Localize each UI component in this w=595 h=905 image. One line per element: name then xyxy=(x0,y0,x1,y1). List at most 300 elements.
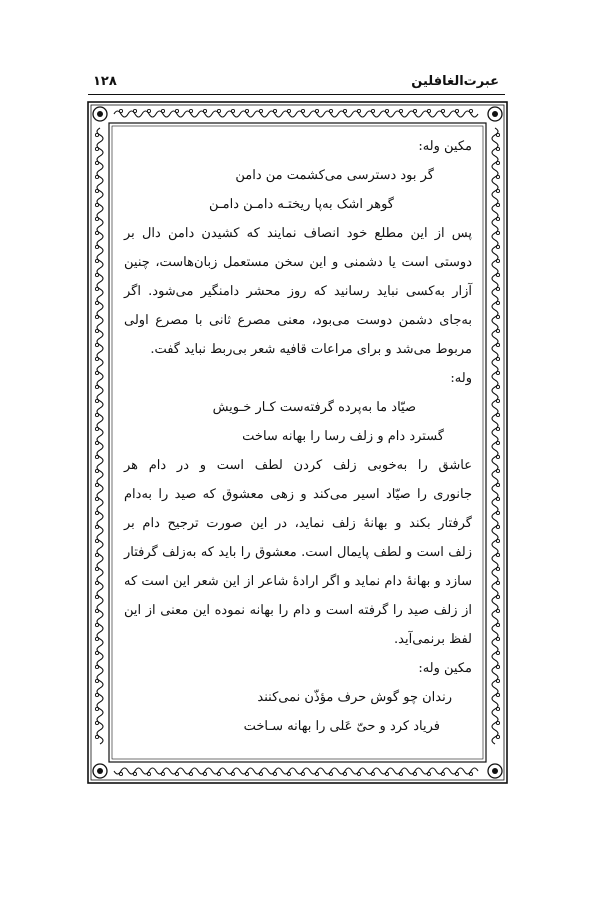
border-knot xyxy=(240,111,254,117)
border-knot xyxy=(492,730,498,744)
border-dot xyxy=(496,651,499,654)
border-dot xyxy=(496,147,499,150)
border-knot xyxy=(310,111,324,117)
border-knot xyxy=(97,198,103,212)
border-dot xyxy=(95,231,98,234)
border-dot xyxy=(273,772,276,775)
border-knot xyxy=(492,632,498,646)
border-knot xyxy=(366,768,380,774)
border-knot xyxy=(97,478,103,492)
border-dot xyxy=(245,772,248,775)
verse-line: فریاد کرد و حیّ عَلی را بهانه سـاخت xyxy=(243,719,440,734)
border-dot xyxy=(385,109,388,112)
border-knot xyxy=(492,170,498,184)
prose-line: لفظ برنمی‌آید. xyxy=(394,632,472,647)
border-knot xyxy=(212,768,226,774)
border-knot xyxy=(142,768,156,774)
border-dot xyxy=(496,497,499,500)
border-knot xyxy=(492,520,498,534)
border-knot xyxy=(97,240,103,254)
border-knot xyxy=(492,254,498,268)
border-knot xyxy=(268,768,282,774)
border-dot xyxy=(95,245,98,248)
border-dot xyxy=(371,772,374,775)
border-dot xyxy=(95,385,98,388)
border-dot xyxy=(496,707,499,710)
border-dot xyxy=(95,399,98,402)
border-knot xyxy=(212,111,226,117)
border-knot xyxy=(97,534,103,548)
corner-rosette-center xyxy=(97,768,103,774)
border-dot xyxy=(119,109,122,112)
border-dot xyxy=(469,109,472,112)
border-dot xyxy=(496,273,499,276)
border-dot xyxy=(273,109,276,112)
border-knot xyxy=(282,111,296,117)
border-knot xyxy=(492,352,498,366)
border-dot xyxy=(95,287,98,290)
border-dot xyxy=(496,203,499,206)
border-knot xyxy=(142,111,156,117)
border-knot xyxy=(436,111,450,117)
border-dot xyxy=(496,581,499,584)
border-knot xyxy=(97,688,103,702)
border-dot xyxy=(496,287,499,290)
border-dot xyxy=(95,189,98,192)
border-dot xyxy=(496,217,499,220)
border-knot xyxy=(97,548,103,562)
border-knot xyxy=(184,768,198,774)
border-dot xyxy=(496,301,499,304)
border-dot xyxy=(315,109,318,112)
border-knot xyxy=(296,111,310,117)
border-dot xyxy=(496,371,499,374)
border-knot xyxy=(492,562,498,576)
border-knot xyxy=(492,142,498,156)
border-knot xyxy=(198,768,212,774)
border-dot xyxy=(147,109,150,112)
border-knot xyxy=(97,604,103,618)
border-dot xyxy=(343,109,346,112)
border-dot xyxy=(161,772,164,775)
border-dot xyxy=(496,413,499,416)
border-knot xyxy=(492,436,498,450)
border-dot xyxy=(147,772,150,775)
border-dot xyxy=(95,497,98,500)
border-dot xyxy=(95,217,98,220)
border-dot xyxy=(357,772,360,775)
border-dot xyxy=(496,623,499,626)
border-dot xyxy=(245,109,248,112)
border-dot xyxy=(413,772,416,775)
border-knot xyxy=(450,768,464,774)
border-dot xyxy=(496,539,499,542)
border-dot xyxy=(95,357,98,360)
border-dot xyxy=(399,772,402,775)
border-knot xyxy=(97,520,103,534)
border-dot xyxy=(496,315,499,318)
border-dot xyxy=(189,772,192,775)
border-dot xyxy=(95,413,98,416)
border-knot xyxy=(408,111,422,117)
border-knot xyxy=(97,170,103,184)
border-dot xyxy=(95,133,98,136)
border-dot xyxy=(95,567,98,570)
border-dot xyxy=(95,343,98,346)
border-dot xyxy=(496,399,499,402)
border-dot xyxy=(95,147,98,150)
border-knot xyxy=(254,768,268,774)
border-dot xyxy=(95,721,98,724)
border-knot xyxy=(408,768,422,774)
header-rule xyxy=(88,94,505,95)
border-knot xyxy=(492,660,498,674)
border-dot xyxy=(441,772,444,775)
border-knot xyxy=(97,464,103,478)
border-dot xyxy=(95,441,98,444)
border-knot xyxy=(492,548,498,562)
border-dot xyxy=(496,343,499,346)
border-knot xyxy=(492,576,498,590)
poem-heading-1: مکین وله: xyxy=(418,139,472,154)
verse-line: گسترد دام و زلف رسا را بهانه ساخت xyxy=(242,429,444,444)
border-knot xyxy=(97,632,103,646)
border-knot xyxy=(436,768,450,774)
border-knot xyxy=(366,111,380,117)
prose-line: آزار به‌کسی نباید رسانید که روز محشر دامنگیر می‌شود. اگر xyxy=(124,284,472,299)
border-dot xyxy=(95,525,98,528)
border-knot xyxy=(97,674,103,688)
border-dot xyxy=(133,772,136,775)
border-knot xyxy=(492,450,498,464)
border-knot xyxy=(128,768,142,774)
border-knot xyxy=(394,768,408,774)
prose-line: پس از این مطلع خود انصاف نمایند که کشیدن دامن دال بر xyxy=(124,226,472,241)
border-dot xyxy=(315,772,318,775)
border-knot xyxy=(492,618,498,632)
border-dot xyxy=(95,651,98,654)
border-dot xyxy=(496,385,499,388)
border-knot xyxy=(97,156,103,170)
border-knot xyxy=(492,226,498,240)
border-dot xyxy=(496,357,499,360)
border-knot xyxy=(492,464,498,478)
border-knot xyxy=(97,562,103,576)
verse-line: رندان چو گوش حرف مؤذّن نمی‌کنند xyxy=(257,690,452,705)
border-knot xyxy=(156,768,170,774)
border-dot xyxy=(496,637,499,640)
border-dot xyxy=(259,109,262,112)
border-dot xyxy=(496,189,499,192)
border-dot xyxy=(496,567,499,570)
border-knot xyxy=(422,111,436,117)
border-knot xyxy=(464,768,478,774)
border-dot xyxy=(496,441,499,444)
border-knot xyxy=(97,352,103,366)
prose-line: سازد و بهانهٔ دام نماید و اگر ارادهٔ شاعر از این شعر این است که xyxy=(124,574,472,589)
border-knot xyxy=(97,576,103,590)
border-dot xyxy=(496,483,499,486)
border-dot xyxy=(95,609,98,612)
border-dot xyxy=(95,455,98,458)
border-knot xyxy=(97,660,103,674)
border-knot xyxy=(97,730,103,744)
border-knot xyxy=(97,184,103,198)
border-dot xyxy=(357,109,360,112)
border-dot xyxy=(161,109,164,112)
border-knot xyxy=(97,380,103,394)
border-dot xyxy=(455,772,458,775)
border-dot xyxy=(217,109,220,112)
border-dot xyxy=(496,525,499,528)
border-knot xyxy=(97,268,103,282)
border-knot xyxy=(450,111,464,117)
border-dot xyxy=(95,735,98,738)
border-knot xyxy=(422,768,436,774)
border-knot xyxy=(97,646,103,660)
border-knot xyxy=(97,282,103,296)
border-dot xyxy=(496,595,499,598)
border-knot xyxy=(226,111,240,117)
border-dot xyxy=(496,553,499,556)
border-dot xyxy=(95,539,98,542)
border-dot xyxy=(95,161,98,164)
prose-line: گرفتار بکند و بهانهٔ زلف نماید، در این صورت ترجیح دام بر xyxy=(124,516,472,531)
prose-line: زلف است و لطف پایمال است. معشوق را باید که به‌زلف گرفتار xyxy=(124,545,472,560)
border-dot xyxy=(329,109,332,112)
border-dot xyxy=(175,109,178,112)
border-knot xyxy=(97,226,103,240)
border-dot xyxy=(231,772,234,775)
border-knot xyxy=(97,142,103,156)
border-dot xyxy=(496,469,499,472)
border-dot xyxy=(496,721,499,724)
border-knot xyxy=(492,212,498,226)
border-knot xyxy=(97,366,103,380)
poem-heading-2: وله: xyxy=(450,371,472,386)
border-knot xyxy=(97,394,103,408)
text-body xyxy=(124,132,472,741)
border-knot xyxy=(492,688,498,702)
border-knot xyxy=(282,768,296,774)
border-knot xyxy=(338,768,352,774)
border-knot xyxy=(97,324,103,338)
border-dot xyxy=(496,329,499,332)
border-dot xyxy=(441,109,444,112)
border-dot xyxy=(95,693,98,696)
border-dot xyxy=(329,772,332,775)
border-knot xyxy=(114,111,128,117)
border-dot xyxy=(95,329,98,332)
border-knot xyxy=(324,768,338,774)
border-dot xyxy=(175,772,178,775)
border-dot xyxy=(95,511,98,514)
prose-line: از زلف صید را گرفته است و دام را بهانه نموده این معنی از این xyxy=(124,603,472,618)
border-dot xyxy=(95,679,98,682)
border-knot xyxy=(184,111,198,117)
border-knot xyxy=(156,111,170,117)
border-knot xyxy=(97,618,103,632)
border-knot xyxy=(492,716,498,730)
border-knot xyxy=(97,296,103,310)
border-knot xyxy=(492,366,498,380)
border-dot xyxy=(203,772,206,775)
border-dot xyxy=(95,203,98,206)
border-knot xyxy=(492,590,498,604)
border-dot xyxy=(496,231,499,234)
border-dot xyxy=(496,133,499,136)
border-dot xyxy=(95,581,98,584)
border-dot xyxy=(469,772,472,775)
border-knot xyxy=(97,492,103,506)
border-dot xyxy=(95,483,98,486)
border-knot xyxy=(492,394,498,408)
border-knot xyxy=(380,768,394,774)
prose-line: دوستی است یا دشمنی و این سخن مستعمل زبان‌هاست، چنین xyxy=(124,255,472,270)
border-knot xyxy=(492,422,498,436)
border-knot xyxy=(492,604,498,618)
border-knot xyxy=(492,198,498,212)
border-dot xyxy=(95,273,98,276)
border-knot xyxy=(492,478,498,492)
border-knot xyxy=(97,702,103,716)
border-dot xyxy=(413,109,416,112)
border-dot xyxy=(95,301,98,304)
border-dot xyxy=(371,109,374,112)
border-knot xyxy=(492,408,498,422)
prose-line: مربوط می‌شد و برای مراعات قافیه شعر بی‌ربط نباید گفت. xyxy=(150,342,472,357)
border-knot xyxy=(97,310,103,324)
border-dot xyxy=(455,109,458,112)
border-knot xyxy=(97,408,103,422)
border-dot xyxy=(95,637,98,640)
border-dot xyxy=(95,623,98,626)
border-dot xyxy=(496,455,499,458)
border-dot xyxy=(95,707,98,710)
border-dot xyxy=(287,772,290,775)
border-knot xyxy=(492,156,498,170)
border-knot xyxy=(198,111,212,117)
border-knot xyxy=(310,768,324,774)
border-knot xyxy=(97,590,103,604)
prose-line: به‌جای دشمن دوست می‌بود، معنی مصرع ثانی با مصرع اولی xyxy=(124,313,472,328)
border-dot xyxy=(399,109,402,112)
border-dot xyxy=(343,772,346,775)
border-knot xyxy=(254,111,268,117)
border-knot xyxy=(97,128,103,142)
border-dot xyxy=(496,259,499,262)
border-knot xyxy=(97,506,103,520)
border-knot xyxy=(114,768,128,774)
border-knot xyxy=(97,436,103,450)
border-knot xyxy=(492,296,498,310)
corner-rosette-center xyxy=(97,111,103,117)
border-dot xyxy=(95,175,98,178)
border-knot xyxy=(380,111,394,117)
border-dot xyxy=(427,772,430,775)
border-knot xyxy=(464,111,478,117)
border-knot xyxy=(324,111,338,117)
corner-rosette-center xyxy=(492,111,498,117)
verse-line: گوهر اشک به‌پا ریختـه دامـن دامـن xyxy=(208,197,394,212)
border-dot xyxy=(95,427,98,430)
border-dot xyxy=(496,735,499,738)
border-dot xyxy=(496,511,499,514)
border-dot xyxy=(496,693,499,696)
border-dot xyxy=(95,553,98,556)
border-knot xyxy=(492,646,498,660)
border-dot xyxy=(496,665,499,668)
border-dot xyxy=(496,161,499,164)
border-knot xyxy=(97,338,103,352)
border-dot xyxy=(119,772,122,775)
border-knot xyxy=(492,282,498,296)
border-dot xyxy=(133,109,136,112)
border-dot xyxy=(95,315,98,318)
border-dot xyxy=(189,109,192,112)
page-number: ۱۲۸ xyxy=(93,74,117,89)
border-dot xyxy=(496,427,499,430)
border-knot xyxy=(97,450,103,464)
verse-line: صیّاد ما به‌پرده گرفته‌ست کـار خـویش xyxy=(212,400,416,415)
border-dot xyxy=(95,595,98,598)
verse-line: گر بود دسترسی می‌کشمت من دامن xyxy=(235,168,434,183)
border-knot xyxy=(97,212,103,226)
border-dot xyxy=(496,679,499,682)
border-knot xyxy=(492,268,498,282)
border-knot xyxy=(394,111,408,117)
border-dot xyxy=(95,665,98,668)
border-knot xyxy=(492,184,498,198)
border-knot xyxy=(338,111,352,117)
border-knot xyxy=(97,716,103,730)
border-knot xyxy=(97,254,103,268)
border-knot xyxy=(492,702,498,716)
border-knot xyxy=(296,768,310,774)
border-dot xyxy=(496,175,499,178)
border-dot xyxy=(301,109,304,112)
border-knot xyxy=(352,111,366,117)
border-dot xyxy=(231,109,234,112)
border-knot xyxy=(492,492,498,506)
border-knot xyxy=(352,768,366,774)
border-dot xyxy=(496,609,499,612)
running-title: عبرت‌الغافلین xyxy=(411,74,499,89)
border-dot xyxy=(259,772,262,775)
border-knot xyxy=(492,128,498,142)
border-knot xyxy=(492,534,498,548)
prose-line: عاشق را به‌خوبی زلف کردن لطف است و در دام هر xyxy=(124,458,472,473)
border-knot xyxy=(492,380,498,394)
border-dot xyxy=(287,109,290,112)
border-dot xyxy=(385,772,388,775)
prose-line: جانوری را صیّاد اسیر می‌کند و زهی معشوق که صید را به‌دام xyxy=(124,487,472,502)
border-knot xyxy=(170,111,184,117)
border-knot xyxy=(492,324,498,338)
border-dot xyxy=(203,109,206,112)
border-dot xyxy=(427,109,430,112)
border-dot xyxy=(217,772,220,775)
border-knot xyxy=(170,768,184,774)
border-knot xyxy=(492,674,498,688)
border-knot xyxy=(240,768,254,774)
border-knot xyxy=(226,768,240,774)
poem-heading-3: مکین وله: xyxy=(418,661,472,676)
border-knot xyxy=(492,506,498,520)
border-knot xyxy=(128,111,142,117)
border-knot xyxy=(492,338,498,352)
corner-rosette-center xyxy=(492,768,498,774)
